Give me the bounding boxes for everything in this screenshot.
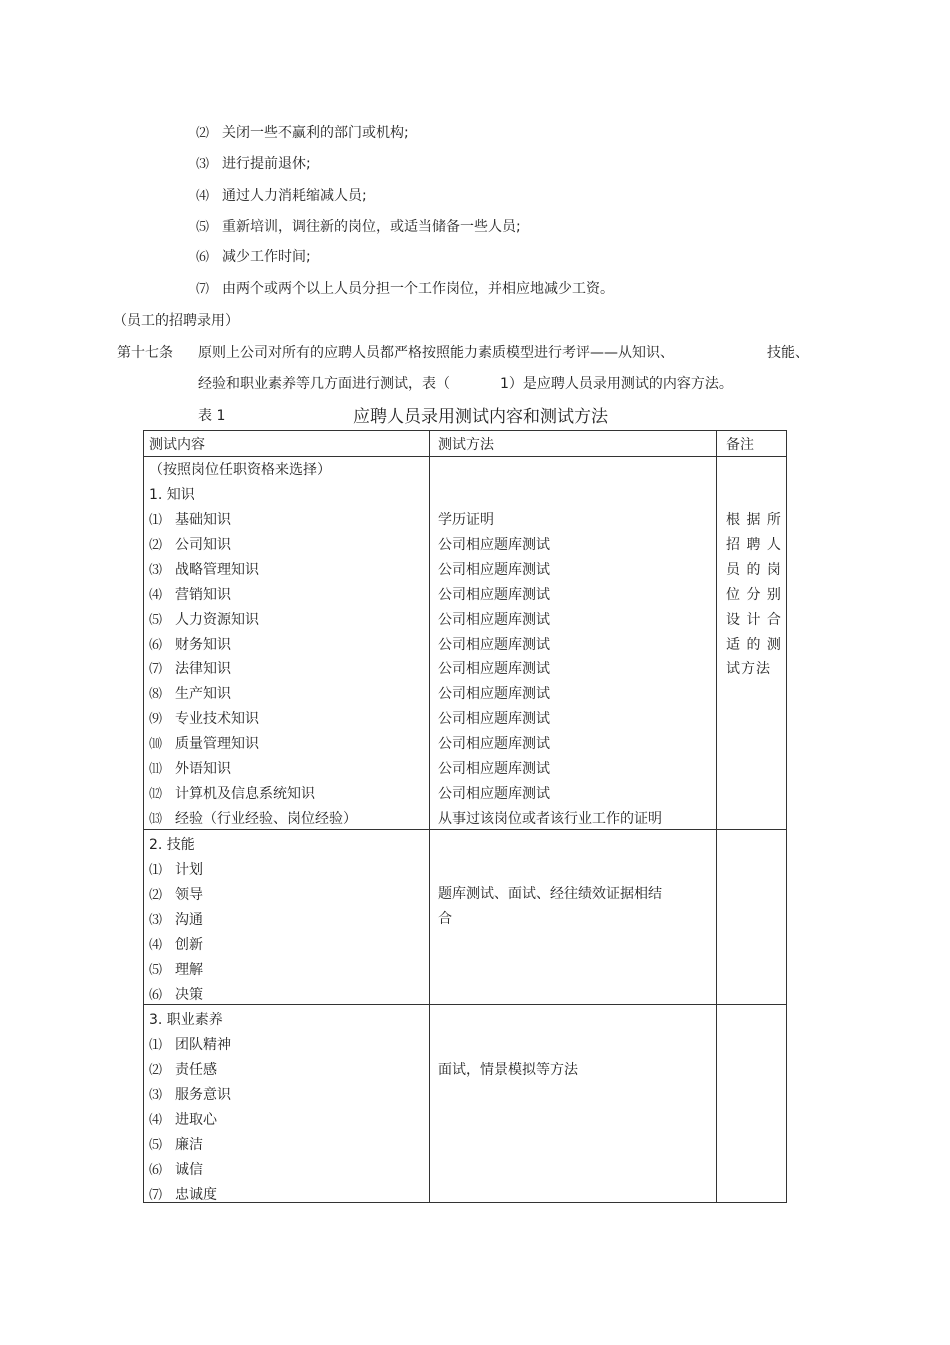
section-title-skills: 2. 技能 xyxy=(149,837,195,853)
table-row xyxy=(149,859,203,879)
section-title-quality: 3. 职业素养 xyxy=(149,1012,223,1028)
remark-line: 设 计 合 xyxy=(726,611,782,628)
header-remark: 备注 xyxy=(726,437,754,453)
test-table xyxy=(143,430,787,1203)
item-number: ⑹ xyxy=(149,637,163,653)
table-row xyxy=(149,683,231,703)
list-text: 进行提前退休; xyxy=(222,156,311,172)
item-number: ⑹ xyxy=(149,988,163,1003)
table-row xyxy=(149,984,203,1004)
table-row xyxy=(149,758,231,778)
table-row xyxy=(149,559,259,579)
list-number: ⑹ xyxy=(196,250,210,265)
method-cell: 公司相应题库测试 xyxy=(438,711,550,728)
item-number: ⑵ xyxy=(149,1063,163,1078)
list-number: ⑺ xyxy=(196,282,210,297)
item-number: ⑸ xyxy=(149,1138,163,1153)
table-row xyxy=(149,1184,217,1204)
item-number: ⑿ xyxy=(149,786,163,802)
method-cell: 公司相应题库测试 xyxy=(438,736,550,753)
remark-line: 位 分 别 xyxy=(726,586,782,603)
table-row xyxy=(149,1034,231,1054)
item-number: ⑽ xyxy=(149,737,163,753)
item-number: ⑹ xyxy=(149,1163,163,1178)
row-divider xyxy=(144,829,786,830)
item-label: 进取心 xyxy=(175,1112,217,1128)
item-label: 沟通 xyxy=(175,912,203,928)
item-label: 决策 xyxy=(175,987,203,1003)
article-text-line1-end: 技能、 xyxy=(767,345,809,361)
list-item xyxy=(196,122,409,142)
table-row xyxy=(149,959,203,979)
list-text: 由两个或两个以上人员分担一个工作岗位，并相应地减少工资。 xyxy=(222,281,614,297)
item-number: ⑶ xyxy=(149,1088,163,1103)
method-cell: 公司相应题库测试 xyxy=(438,686,550,703)
remark-line: 招 聘 人 xyxy=(726,536,782,553)
method-cell: 公司相应题库测试 xyxy=(438,761,550,777)
quality-method: 面试，情景模拟等方法 xyxy=(438,1062,578,1078)
item-number: ⑴ xyxy=(149,863,163,878)
list-text: 关闭一些不赢利的部门或机构; xyxy=(222,125,409,141)
method-cell: 公司相应题库测试 xyxy=(438,536,550,553)
method-cell: 从事过该岗位或者该行业工作的证明 xyxy=(438,810,662,827)
table-row xyxy=(149,1084,231,1104)
list-number: ⑷ xyxy=(196,189,210,204)
section-intro: （按照岗位任职资格来选择） xyxy=(149,462,331,478)
list-number: ⑸ xyxy=(196,220,210,235)
item-label: 责任感 xyxy=(175,1062,217,1078)
item-number: ⑺ xyxy=(149,662,163,678)
item-label: 计划 xyxy=(175,862,203,878)
item-label: 生产知识 xyxy=(175,686,231,703)
article-text-line2: 经验和职业素养等几方面进行测试，表（ xyxy=(198,376,450,392)
item-label: 外语知识 xyxy=(175,761,231,777)
table-row xyxy=(149,884,203,904)
list-number: ⑶ xyxy=(196,157,210,172)
item-number: ⑶ xyxy=(149,562,163,578)
table-row xyxy=(149,584,231,604)
column-divider xyxy=(429,431,430,1202)
item-number: ⑼ xyxy=(149,712,163,728)
table-row xyxy=(149,909,203,929)
item-label: 领导 xyxy=(175,887,203,903)
item-label: 廉洁 xyxy=(175,1137,203,1153)
list-item xyxy=(196,216,521,236)
method-cell: 公司相应题库测试 xyxy=(438,611,550,628)
article-text-line1: 原则上公司对所有的应聘人员都严格按照能力素质模型进行考评——从知识、 xyxy=(198,345,674,361)
list-item xyxy=(196,278,614,298)
item-label: 营销知识 xyxy=(175,586,231,603)
method-cell: 公司相应题库测试 xyxy=(438,561,550,578)
list-text: 减少工作时间; xyxy=(222,249,311,265)
item-label: 诚信 xyxy=(175,1162,203,1178)
table-row xyxy=(149,509,231,529)
item-number: ⒀ xyxy=(149,811,163,827)
list-text: 通过人力消耗缩减人员; xyxy=(222,188,367,204)
item-label: 人力资源知识 xyxy=(175,611,259,628)
item-number: ⑸ xyxy=(149,612,163,628)
row-divider xyxy=(144,1004,786,1005)
item-number: ⑺ xyxy=(149,1188,163,1203)
remark-line: 员 的 岗 xyxy=(726,561,782,578)
item-label: 公司知识 xyxy=(175,536,231,553)
item-number: ⑷ xyxy=(149,587,163,603)
item-number: ⑾ xyxy=(149,762,163,777)
item-label: 理解 xyxy=(175,962,203,978)
list-number: ⑵ xyxy=(196,126,210,141)
section-heading: （员工的招聘录用） xyxy=(113,313,239,329)
table-row xyxy=(149,708,259,728)
item-number: ⑷ xyxy=(149,938,163,953)
item-label: 经验（行业经验、岗位经验） xyxy=(175,810,357,827)
item-number: ⑻ xyxy=(149,687,163,703)
list-item xyxy=(196,246,311,266)
table-row xyxy=(149,534,231,554)
item-number: ⑴ xyxy=(149,1038,163,1053)
table-row xyxy=(149,658,231,678)
section-title-knowledge: 1. 知识 xyxy=(149,487,195,503)
item-label: 基础知识 xyxy=(175,512,231,528)
item-label: 服务意识 xyxy=(175,1087,231,1103)
column-divider xyxy=(716,431,717,1202)
row-divider xyxy=(144,456,786,457)
item-label: 战略管理知识 xyxy=(175,561,259,578)
item-label: 财务知识 xyxy=(175,636,231,653)
item-number: ⑷ xyxy=(149,1113,163,1128)
table-row xyxy=(149,1109,217,1129)
table-row xyxy=(149,733,259,753)
article-label: 第十七条 xyxy=(117,345,173,361)
table-row xyxy=(149,634,231,654)
item-label: 专业技术知识 xyxy=(175,711,259,728)
item-number: ⑸ xyxy=(149,963,163,978)
remark-line: 根 据 所 xyxy=(726,512,782,528)
header-content: 测试内容 xyxy=(149,437,205,453)
method-cell: 公司相应题库测试 xyxy=(438,661,550,678)
item-number: ⑵ xyxy=(149,888,163,903)
table-row xyxy=(149,609,259,629)
item-label: 质量管理知识 xyxy=(175,736,259,753)
method-cell: 公司相应题库测试 xyxy=(438,785,550,802)
item-number: ⑴ xyxy=(149,513,163,528)
table-row xyxy=(149,1159,203,1179)
item-label: 团队精神 xyxy=(175,1037,231,1053)
item-label: 忠诚度 xyxy=(175,1187,217,1203)
list-item xyxy=(196,185,367,205)
item-label: 法律知识 xyxy=(175,661,231,678)
list-item xyxy=(196,153,311,173)
skills-method: 合 xyxy=(438,911,452,927)
table-label: 表 1 xyxy=(198,408,226,424)
item-number: ⑵ xyxy=(149,537,163,553)
table-row xyxy=(149,783,315,803)
method-cell: 公司相应题库测试 xyxy=(438,586,550,603)
article-text-line2-end: 1）是应聘人员录用测试的内容方法。 xyxy=(500,376,733,392)
remark-line: 试方法 xyxy=(726,661,771,678)
item-number: ⑶ xyxy=(149,913,163,928)
method-cell: 学历证明 xyxy=(438,512,494,528)
item-label: 计算机及信息系统知识 xyxy=(175,785,315,802)
skills-method: 题库测试、面试、经往绩效证据相结 xyxy=(438,886,662,902)
remark-line: 适 的 测 xyxy=(726,636,782,653)
table-row xyxy=(149,1059,217,1079)
table-row xyxy=(149,1134,203,1154)
header-method: 测试方法 xyxy=(438,437,494,453)
method-cell: 公司相应题库测试 xyxy=(438,636,550,653)
table-row xyxy=(149,808,357,828)
item-label: 创新 xyxy=(175,937,203,953)
table-row xyxy=(149,934,203,954)
table-title: 应聘人员录用测试内容和测试方法 xyxy=(353,407,608,427)
list-text: 重新培训，调往新的岗位，或适当储备一些人员; xyxy=(222,219,521,235)
